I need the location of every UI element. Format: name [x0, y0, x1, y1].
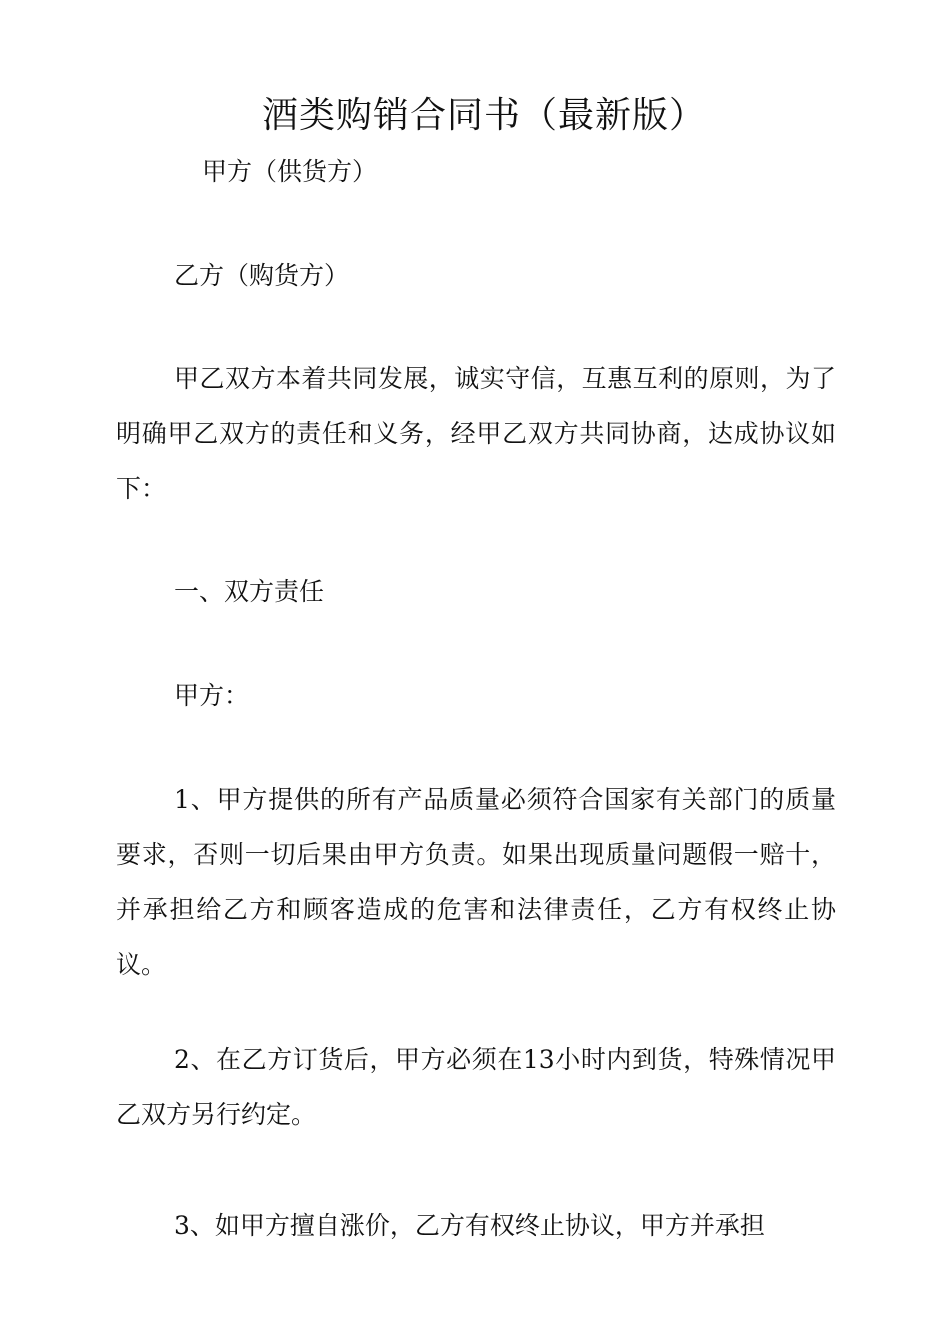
intro-paragraph: 甲乙双方本着共同发展，诚实守信，互惠互利的原则，为了明确甲乙双方的责任和义务，经甲乙双方共同协商，达成协议如下：	[116, 364, 836, 503]
party-a-label: 甲方：	[174, 681, 250, 710]
clause-3-paragraph: 3、如甲方擅自涨价，乙方有权终止协议，甲方并承担	[174, 1211, 765, 1240]
clause-2-paragraph: 2、在乙方订货后，甲方必须在13小时内到货，特殊情况甲乙双方另行约定。	[116, 1045, 836, 1129]
section-heading-responsibilities: 一、双方责任	[174, 577, 325, 606]
clause-1-paragraph: 1、甲方提供的所有产品质量必须符合国家有关部门的质量要求，否则一切后果由甲方负责。如果出现质量问题假一赔十，并承担给乙方和顾客造成的危害和法律责任，乙方有权终止协议。	[116, 785, 836, 979]
party-a-line: 甲方（供货方）	[202, 157, 378, 186]
document-title: 酒类购销合同书（最新版）	[261, 95, 706, 136]
party-b-line: 乙方（购货方）	[174, 261, 350, 290]
